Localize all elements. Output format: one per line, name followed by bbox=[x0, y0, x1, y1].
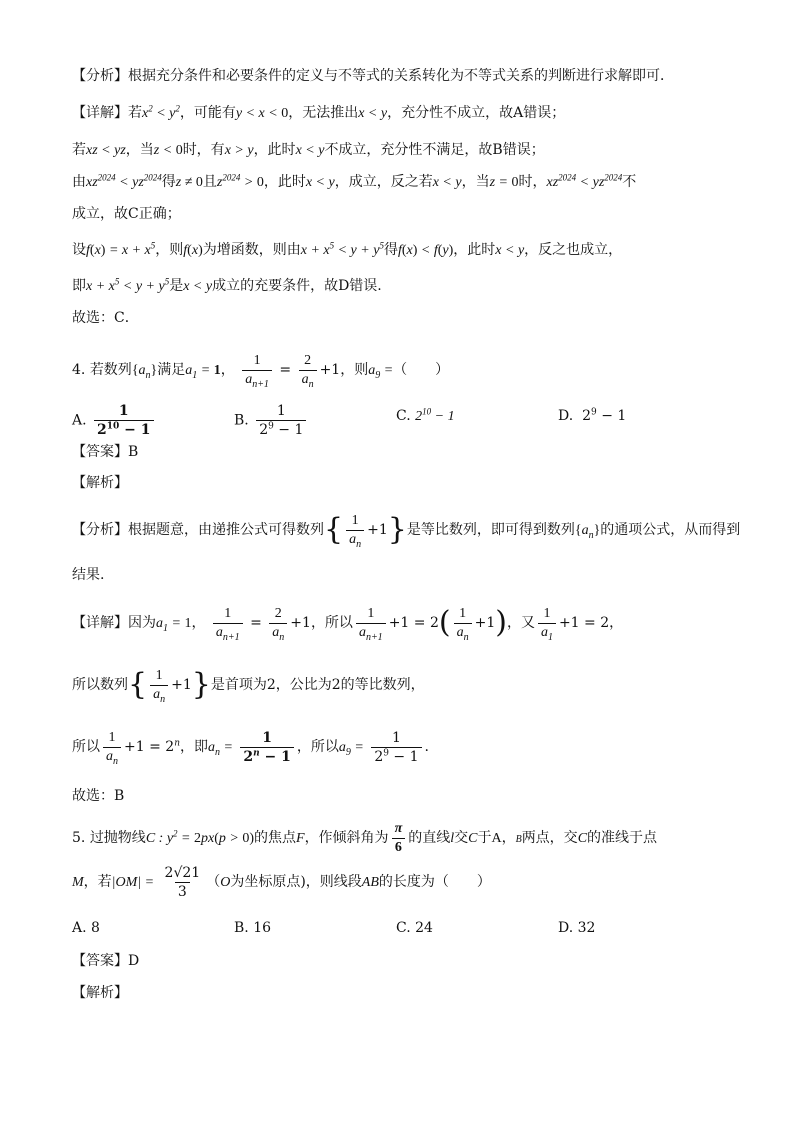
text: ，所以 bbox=[310, 615, 353, 631]
math: } bbox=[387, 512, 407, 547]
math: $2^9 - 1$ bbox=[582, 407, 627, 424]
option-label: D. bbox=[558, 408, 574, 424]
text: 为增函数，则由 bbox=[202, 242, 301, 258]
text: 若数列 bbox=[89, 362, 132, 378]
math-fraction: $\frac{1}{2^9 - 1}$ bbox=[371, 729, 421, 766]
math-fraction: $\frac{1}{a_n}$ bbox=[150, 667, 168, 704]
text: 的焦点 bbox=[254, 830, 296, 846]
text: 不 bbox=[622, 174, 637, 190]
text: ，当 bbox=[461, 174, 490, 190]
answer-tag: 【答案】 bbox=[72, 444, 128, 460]
question-number: 4. bbox=[72, 362, 86, 378]
text: ，成立，反之若 bbox=[334, 174, 433, 190]
math-fraction: $\frac{1}{a_{n+1}}$ bbox=[356, 605, 386, 642]
text: ，又 bbox=[506, 615, 535, 631]
q4-choice bbox=[72, 786, 734, 806]
q5-stem-line-2 bbox=[72, 862, 734, 903]
math: x < y bbox=[495, 243, 525, 258]
option-label: B. bbox=[234, 412, 249, 429]
math-fraction: $\frac{1}{a_{n+1}}$ bbox=[213, 605, 243, 642]
q5-stem-line-1 bbox=[72, 818, 734, 860]
text: . bbox=[424, 739, 429, 755]
math: $a_9$ = bbox=[368, 363, 394, 381]
math: $x^2 < y^2$ bbox=[142, 103, 180, 121]
text: 因为 bbox=[128, 615, 156, 631]
q3-detail-line-6 bbox=[72, 276, 734, 297]
math: B bbox=[515, 834, 522, 845]
text: 所以数列 bbox=[72, 677, 128, 693]
math-fraction: $\frac{1}{a_n}$ bbox=[103, 729, 121, 766]
text: 由 bbox=[72, 174, 86, 190]
q4-detail-line-2: 所以数列{ $\frac{1}{a_n}$ +1}是首项为2，公比为2的等比数列， bbox=[72, 667, 425, 705]
text: 于 bbox=[477, 830, 492, 846]
text: ，即 bbox=[179, 739, 208, 755]
text: 交 bbox=[454, 830, 469, 846]
math: xz < yz bbox=[86, 143, 126, 158]
option-label: A. bbox=[72, 412, 87, 429]
math: |OM| = bbox=[111, 875, 155, 890]
q4-detail-line-1: 【详解】因为$a_1 = 1$， $\frac{1}{a_{n+1}}$ = $\frac{2}{a_n}$ +1，所以 $\frac{1}{a_{n+1}}$ +1 = 2( $\frac{1}{a_n}$ +1)，又 $\frac{1}{a_1}$ +1 = 2， bbox=[72, 605, 624, 643]
text: 设 bbox=[72, 242, 86, 258]
text: 时， bbox=[518, 174, 547, 190]
option-c[interactable]: C. 24 bbox=[396, 920, 433, 936]
q5-jiexi bbox=[72, 983, 734, 1003]
math: { bbox=[128, 667, 148, 702]
math: $x + x^5 < y + y^5$ bbox=[86, 276, 170, 294]
math-fraction: $\frac{1}{2^9 - 1}$ bbox=[256, 402, 306, 439]
option-label: C. bbox=[396, 408, 411, 424]
q3-detail-line-1 bbox=[72, 103, 734, 124]
option-b[interactable] bbox=[234, 402, 396, 439]
text: 成立的充要条件，故D错误. bbox=[212, 278, 382, 294]
text: ， bbox=[609, 615, 624, 631]
text: ，可能有 bbox=[179, 105, 236, 121]
text: （ bbox=[206, 874, 221, 890]
text: ，此时 bbox=[253, 142, 296, 158]
math: $\{a_n\}$ bbox=[574, 523, 601, 541]
text: 得 bbox=[383, 242, 398, 258]
math: A bbox=[491, 831, 502, 846]
text: ，作倾斜角为 bbox=[304, 830, 389, 846]
math-fraction: $\frac{1}{a_1}$ bbox=[538, 605, 556, 642]
math: $xz^{2024} < yz^{2024}$ bbox=[546, 172, 623, 190]
math: O bbox=[220, 875, 231, 890]
math: y < x < 0 bbox=[235, 106, 289, 121]
text: ，则 bbox=[155, 242, 184, 258]
detail-tag: 【详解】 bbox=[72, 615, 128, 631]
math-fraction: $\frac{1}{2^n - 1}$ bbox=[240, 729, 294, 766]
text: 的直线 bbox=[408, 830, 451, 846]
math: z ≠ 0 bbox=[175, 175, 203, 190]
text: 是首项为2，公比为2的等比数列， bbox=[210, 677, 425, 693]
answer-tag: 【答案】 bbox=[72, 953, 128, 969]
text: ， bbox=[220, 362, 235, 378]
q4-detail-line-3: 所以 $\frac{1}{a_n}$ $+1 = 2^n$，即$a_n$ = $\frac{1}{2^n - 1}$ ，所以$a_9$ = $\frac{1}{2^9 - 1}$ . bbox=[72, 729, 429, 767]
q3-choice bbox=[72, 308, 734, 328]
analysis-text: 根据充分条件和必要条件的定义与不等式的关系转化为不等式关系的判断进行求解即可． bbox=[128, 68, 674, 84]
text: 满足 bbox=[157, 362, 186, 378]
answer-value: D bbox=[128, 953, 140, 969]
math-fraction: $\frac{1}{a_n}$ bbox=[346, 512, 364, 549]
math: l bbox=[450, 831, 455, 846]
q4-stem: 4. 若数列$\{a_n\}$满足$a_1 = 1$， $\frac{1}{a_{n+1}}$ = $\frac{2}{a_n}$ +1，则$a_9$ =（ ） bbox=[72, 352, 450, 390]
math-fraction: $\frac{1}{a_{n+1}}$ bbox=[242, 352, 272, 389]
text: ， bbox=[191, 615, 206, 631]
text: 得 bbox=[161, 174, 176, 190]
text: ，充分性不成立，故A错误； bbox=[387, 105, 566, 121]
math-fraction: $\frac{1}{2^{10} - 1}$ bbox=[94, 402, 154, 439]
math: $2^{10} - 1$ bbox=[415, 406, 455, 424]
q3-detail-line-3 bbox=[72, 172, 734, 193]
text: 是 bbox=[169, 278, 184, 294]
math: { bbox=[324, 512, 344, 547]
text: 的准线于点 bbox=[587, 830, 658, 846]
math: z < 0 bbox=[153, 143, 183, 158]
q4-jiexi bbox=[72, 473, 734, 493]
math: $xz^{2024} < yz^{2024}$ bbox=[86, 172, 162, 190]
math: $a_9$ = bbox=[338, 740, 364, 758]
math: $a_1 = 1$ bbox=[156, 616, 192, 634]
analysis-tag: 【分析】 bbox=[72, 68, 128, 84]
q3-detail-line-2 bbox=[72, 140, 734, 161]
text: 若 bbox=[128, 105, 142, 121]
math: x > y bbox=[224, 143, 254, 158]
math: f(x) bbox=[183, 243, 203, 258]
math: x < y bbox=[183, 279, 213, 294]
text: ， bbox=[501, 830, 516, 846]
q3-detail-line-4 bbox=[72, 204, 734, 224]
text: 所以 bbox=[72, 739, 100, 755]
math: AB bbox=[361, 875, 379, 890]
math: $\{a_n\}$ bbox=[131, 363, 158, 381]
q4-answer bbox=[72, 442, 734, 462]
math: f(x) < f(y) bbox=[397, 243, 454, 258]
text: （ ） bbox=[393, 362, 450, 378]
math: x < y bbox=[432, 175, 462, 190]
text: ，若 bbox=[83, 874, 112, 890]
choice-text: 故选：B bbox=[72, 788, 125, 804]
math: C bbox=[577, 831, 588, 846]
text: 不成立，充分性不满足，故B错误； bbox=[324, 142, 545, 158]
math: x < y bbox=[295, 143, 325, 158]
text: ，此时 bbox=[263, 174, 306, 190]
text: 为坐标原点)，则线段 bbox=[230, 874, 362, 890]
question-number: 5. bbox=[72, 830, 86, 846]
math: } bbox=[191, 667, 211, 702]
math: $f(x) = x + x^5$ bbox=[86, 240, 156, 258]
math: $z^{2024} > 0$ bbox=[216, 172, 264, 190]
math-fraction: $\frac{2}{a_n}$ bbox=[269, 605, 287, 642]
answer-value: B bbox=[128, 444, 139, 460]
math: $a_1 = 1$ bbox=[185, 363, 221, 381]
math: z = 0 bbox=[489, 175, 519, 190]
text: 根据题意，由递推公式可得数列 bbox=[128, 522, 324, 538]
option-a[interactable]: A. 8 bbox=[72, 920, 100, 936]
jiexi-tag: 【解析】 bbox=[72, 985, 128, 1001]
q4-analysis-line-1: 【分析】根据题意，由递推公式可得数列{ $\frac{1}{a_n}$ +1}是等比数列，即可得到数列$\{a_n\}$的通项公式，从而得到 bbox=[72, 512, 741, 550]
q3-detail-line-5 bbox=[72, 240, 734, 261]
q4-options bbox=[72, 402, 754, 439]
text: 过抛物线 bbox=[89, 830, 146, 846]
detail-tag: 【详解】 bbox=[72, 105, 128, 121]
text: 时，有 bbox=[182, 142, 225, 158]
option-a[interactable] bbox=[72, 402, 234, 439]
jiexi-tag: 【解析】 bbox=[72, 475, 128, 491]
text: ，所以 bbox=[296, 739, 339, 755]
option-b[interactable]: B. 16 bbox=[234, 920, 272, 936]
text: ，反之也成立， bbox=[524, 242, 623, 258]
math: $x + x^5 < y + y^5$ bbox=[300, 240, 384, 258]
math-fraction: $\frac{2}{a_n}$ bbox=[299, 352, 317, 389]
text: 结果. bbox=[72, 567, 105, 583]
text: 两点，交 bbox=[521, 830, 578, 846]
text: 是等比数列，即可得到数列 bbox=[406, 522, 575, 538]
text: 的长度为（ ） bbox=[378, 874, 491, 890]
math: $a_n$ = bbox=[207, 740, 233, 758]
q5-answer bbox=[72, 951, 734, 971]
text: ，此时 bbox=[453, 242, 496, 258]
q4-analysis-line-2 bbox=[72, 565, 734, 585]
text: ，无法推出 bbox=[288, 105, 359, 121]
math: F bbox=[296, 831, 305, 846]
option-d[interactable]: D. 32 bbox=[558, 920, 596, 936]
option-d[interactable] bbox=[558, 402, 720, 439]
text: ，当 bbox=[125, 142, 154, 158]
text: 成立，故C正确； bbox=[72, 206, 181, 222]
math: x < y bbox=[358, 106, 388, 121]
math-fraction: $\frac{1}{a_n}$ bbox=[454, 605, 472, 642]
math: C : $y^2 = 2px(p > 0)$ bbox=[145, 828, 254, 846]
text: 若 bbox=[72, 142, 86, 158]
q3-analysis-line bbox=[72, 66, 734, 86]
math-fraction: $\frac{2√21}{3}$ bbox=[164, 864, 201, 900]
math: M bbox=[72, 875, 84, 890]
q5-options bbox=[72, 920, 754, 936]
text: 的通项公式，从而得到 bbox=[600, 522, 741, 538]
text: 且 bbox=[202, 174, 217, 190]
option-c[interactable] bbox=[396, 402, 558, 439]
math-fraction: $\frac{\pi}{6}$ bbox=[392, 820, 406, 857]
math: x < y bbox=[305, 175, 335, 190]
text: 即 bbox=[72, 278, 86, 294]
choice-text: 故选：C． bbox=[72, 310, 139, 326]
math: C bbox=[468, 831, 478, 846]
text: ，则 bbox=[340, 362, 369, 378]
analysis-tag: 【分析】 bbox=[72, 522, 128, 538]
